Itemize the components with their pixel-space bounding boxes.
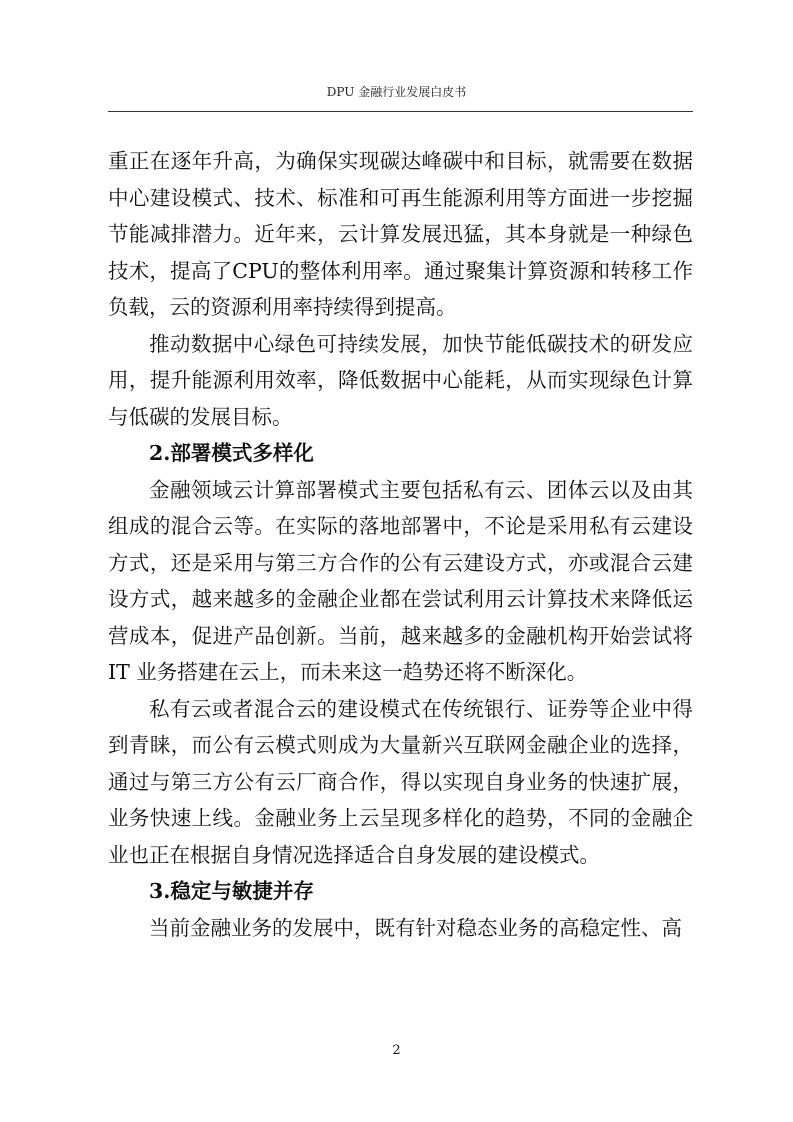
section-heading-deployment: 2.部署模式多样化	[149, 441, 314, 465]
running-header: DPU 金融行业发展白皮书	[326, 85, 467, 99]
text-line: 节能减排潜力。近年来，云计算发展迅猛，其本身就是一种绿色	[108, 222, 693, 246]
text-line: 营成本，促进产品创新。当前，越来越多的金融机构开始尝试将	[108, 623, 693, 648]
paragraph-1	[108, 143, 693, 326]
text-line: 推动数据中心绿色可持续发展，加快节能低碳技术的研发应	[149, 331, 693, 356]
text-line: 负载，云的资源利用率持续得到提高。	[108, 295, 457, 319]
text-line: 业也正在根据自身情况选择适合自身发展的建设模式。	[108, 842, 600, 867]
paragraph-2	[108, 326, 693, 436]
page-number: 2	[392, 1043, 401, 1058]
text-line: 技术，提高了CPU的整体利用率。通过聚集计算资源和转移工作	[108, 258, 693, 283]
text-line: IT 业务搭建在云上，而未来这一趋势还将不断深化。	[108, 660, 588, 684]
text-line: 与低碳的发展目标。	[108, 404, 293, 429]
paragraph-3	[108, 472, 693, 691]
text-line: 用，提升能源利用效率，降低数据中心能耗，从而实现绿色计算	[108, 368, 693, 392]
paragraph-4	[108, 691, 693, 874]
text-line: 中心建设模式、技术、标准和可再生能源利用等方面进一步挖掘	[108, 185, 693, 210]
text-line: 私有云或者混合云的建设模式在传统银行、证券等企业中得	[149, 696, 693, 721]
header-divider	[108, 111, 693, 112]
text-line: 方式，还是采用与第三方合作的公有云建设方式，亦或混合云建	[108, 550, 693, 575]
text-line: 金融领域云计算部署模式主要包括私有云、团体云以及由其	[149, 477, 693, 502]
text-line: 通过与第三方公有云厂商合作，得以实现自身业务的快速扩展，	[108, 769, 693, 794]
text-line: 组成的混合云等。在实际的落地部署中，不论是采用私有云建设	[108, 514, 693, 538]
text-line: 到青睐，而公有云模式则成为大量新兴互联网金融企业的选择，	[108, 733, 693, 757]
paragraph-5	[108, 910, 693, 947]
text-line: 业务快速上线。金融业务上云呈现多样化的趋势，不同的金融企	[108, 806, 693, 830]
section-heading-stability: 3.稳定与敏捷并存	[149, 879, 314, 903]
text-line: 当前金融业务的发展中，既有针对稳态业务的高稳定性、高	[149, 915, 682, 940]
text-line: 重正在逐年升高，为确保实现碳达峰碳中和目标，就需要在数据	[108, 149, 693, 173]
text-line: 设方式，越来越多的金融企业都在尝试利用云计算技术来降低运	[108, 587, 693, 611]
document-body	[108, 143, 693, 946]
